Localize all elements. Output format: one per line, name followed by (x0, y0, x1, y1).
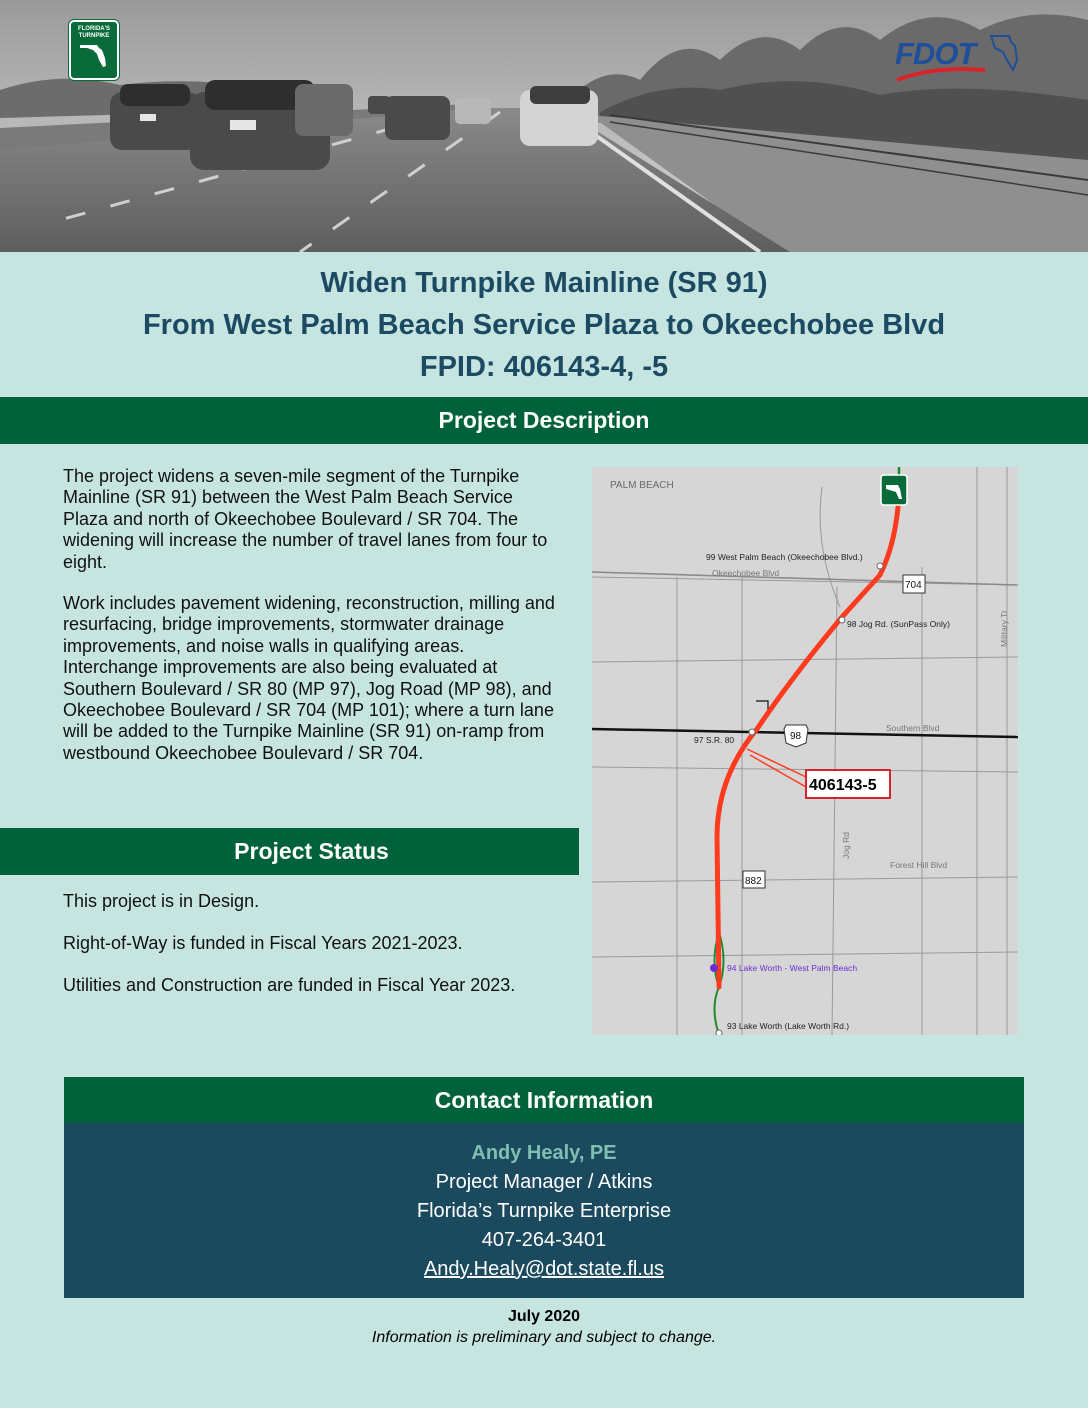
description-paragraph-2: Work includes pavement widening, reconstruction, milling and resurfacing, bridge improvements, stormwater drainage improvements, and noise walls in qualifying areas. Interchange improvements are also being evaluated at Southern Boulevard / SR 80 (MP 97), Jog Road (MP 98), and Okeechobee Boulevard / SR 704 (MP 101); where a turn lane will be added to the Turnpike Mainline (SR 91) on-ramp from westbound Okeechobee Boulevard / SR 704. (63, 593, 555, 763)
project-map (592, 467, 1018, 1035)
map-shield-98: 98 (790, 731, 802, 742)
status-line-1: This project is in Design. (63, 891, 260, 911)
project-status-heading: Project Status (0, 828, 579, 875)
project-description-heading: Project Description (0, 397, 1088, 444)
description-paragraph-1: The project widens a seven-mile segment of the Turnpike Mainline (SR 91) between the West Palm Beach Service Plaza and north of Okeechobee Boulevard / SR 704. The widening will increase the number of travel lanes from four to eight. (63, 466, 548, 572)
map-project-label: 406143-5 (809, 777, 877, 794)
fdot-logo-text: FDOT (895, 36, 976, 71)
title-line-3: FPID: 406143-4, -5 (419, 351, 669, 383)
map-label-97: 97 S.R. 80 (694, 735, 735, 745)
map-label-99: 99 West Palm Beach (Okeechobee Blvd.) (706, 552, 863, 562)
florida-state-icon (79, 42, 109, 68)
project-status-text (63, 890, 573, 1016)
title-line-2: From West Palm Beach Service Plaza to Okeechobee Blvd (142, 309, 946, 341)
contact-information-heading: Contact Information (64, 1077, 1024, 1123)
page-title (0, 262, 1088, 388)
status-line-2: Right-of-Way is funded in Fiscal Years 2021-2023. (63, 933, 463, 953)
hero-photo (0, 0, 1088, 252)
contact-card (64, 1123, 1024, 1298)
map-okeechobee-label: Okeechobee Blvd (712, 568, 780, 578)
map-shield-704: 704 (905, 580, 922, 591)
map-county-label: PALM BEACH (610, 480, 674, 491)
map-southern-label: Southern Blvd (886, 723, 940, 733)
contact-email-link[interactable]: Andy.Healy@dot.state.fl.us (423, 1258, 665, 1280)
map-label-93: 93 Lake Worth (Lake Worth Rd.) (727, 1021, 850, 1031)
map-graphic (592, 467, 1018, 1035)
fdot-swoosh-icon (893, 30, 1023, 86)
contact-org: Florida’s Turnpike Enterprise (416, 1200, 672, 1222)
map-forest-hill-label: Forest Hill Blvd (890, 860, 948, 870)
contact-phone: 407-264-3401 (481, 1229, 607, 1251)
map-label-94: 94 Lake Worth - West Palm Beach (727, 963, 858, 973)
project-description-text (63, 466, 558, 784)
map-label-98: 98 Jog Rd. (SunPass Only) (847, 619, 950, 629)
map-military-label: Military Tr (999, 610, 1009, 647)
status-line-3: Utilities and Construction are funded in Fiscal Year 2023. (63, 975, 516, 995)
map-shield-882: 882 (745, 876, 762, 887)
contact-title: Project Manager / Atkins (435, 1171, 653, 1193)
map-jog-label: Jog Rd (841, 832, 851, 859)
footer-date: July 2020 (507, 1308, 581, 1325)
turnpike-logo-text: FLORIDA'S TURNPIKE (77, 26, 111, 39)
turnpike-logo (69, 20, 119, 80)
footer-disclaimer: Information is preliminary and subject to change. (371, 1329, 717, 1346)
footer (0, 1306, 1088, 1348)
fdot-logo (893, 30, 1023, 86)
contact-name: Andy Healy, PE (471, 1142, 617, 1164)
title-line-1: Widen Turnpike Mainline (SR 91) (320, 267, 768, 299)
